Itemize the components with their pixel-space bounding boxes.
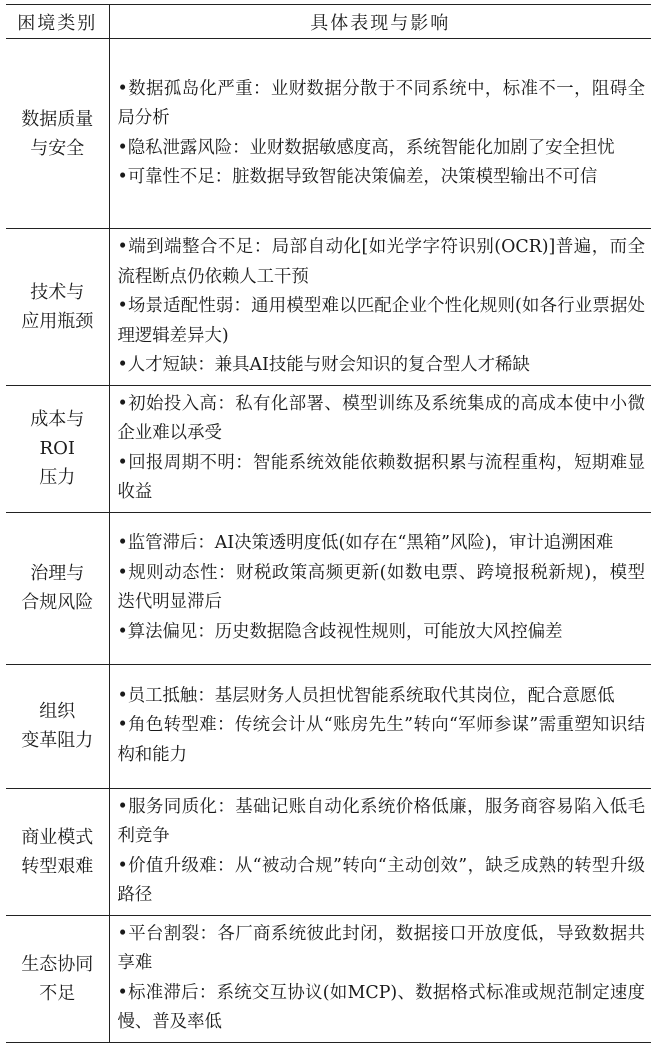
category-cell — [6, 39, 109, 229]
bullet-item: •算法偏见：历史数据隐含歧视性规则，可能放大风控偏差 — [117, 621, 563, 642]
category-line: 成本与 — [30, 409, 85, 430]
category-line: 不足 — [39, 982, 76, 1004]
category-line: ROI — [39, 438, 75, 459]
category-cell — [6, 385, 109, 512]
category-line: 治理与 — [30, 563, 85, 584]
category-line: 与安全 — [30, 137, 85, 159]
category-cell — [6, 512, 109, 664]
bullet-item: •可靠性不足：脏数据导致智能决策偏差，决策模型输出不可信 — [117, 167, 598, 187]
category-line: 组织 — [39, 701, 76, 722]
category-line: 商业模式 — [21, 826, 94, 848]
bullet-item: •隐私泄露风险：业财数据敏感度高，系统智能化加剧了安全担忧 — [117, 137, 615, 158]
challenge-table — [6, 4, 651, 1043]
description-cell — [109, 512, 651, 664]
bullet-item: •初始投入高：私有化部署、模型训练及系统集成的高成本使中小微企业难以承受 — [117, 393, 645, 443]
table-row — [6, 385, 651, 512]
description-cell — [109, 788, 651, 915]
bullet-item: •监管滞后：AI决策透明度低(如存在“黑箱”风险)，审计追溯困难 — [117, 533, 614, 553]
bullet-item: •平台割裂：各厂商系统彼此封闭，数据接口开放度低，导致数据共享难 — [117, 923, 645, 973]
description-cell — [109, 39, 651, 229]
bullet-item: •员工抵触：基层财务人员担忧智能系统取代其岗位，配合意愿低 — [117, 685, 615, 706]
table-row — [6, 788, 651, 915]
bullet-item: •场景适配性弱：通用模型难以匹配企业个性化规则(如各行业票据处理逻辑差异大) — [117, 296, 645, 346]
category-line: 应用瓶颈 — [21, 310, 94, 332]
bullet-item: •端到端整合不足：局部自动化[如光学字符识别(OCR)]普遍，而全流程断点仍依赖人工干预 — [117, 237, 645, 287]
header-category: 困境类别 — [6, 5, 109, 39]
category-line: 压力 — [39, 467, 76, 488]
table-row — [6, 915, 651, 1042]
header-description: 具体表现与影响 — [109, 5, 651, 39]
category-line: 生态协同 — [21, 953, 94, 975]
category-line: 转型艰难 — [21, 855, 94, 877]
table-header-row — [6, 5, 651, 39]
description-cell — [109, 664, 651, 788]
table-row — [6, 39, 651, 229]
table-row — [6, 512, 651, 664]
category-line: 合规风险 — [21, 592, 94, 613]
category-cell — [6, 664, 109, 788]
bullet-item: •服务同质化：基础记账自动化系统价格低廉，服务商容易陷入低毛利竞争 — [117, 796, 645, 846]
category-cell — [6, 915, 109, 1042]
description-cell — [109, 385, 651, 512]
category-line: 数据质量 — [21, 108, 94, 130]
category-cell — [6, 229, 109, 386]
category-cell — [6, 788, 109, 915]
bullet-item: •角色转型难：传统会计从“账房先生”转向“军师参谋”需重塑知识结构和能力 — [117, 715, 645, 765]
bullet-item: •回报周期不明：智能系统效能依赖数据积累与流程重构，短期难显收益 — [117, 452, 645, 502]
bullet-item: •数据孤岛化严重：业财数据分散于不同系统中，标准不一，阻碍全局分析 — [117, 78, 645, 128]
bullet-item: •价值升级难：从“被动合规”转向“主动创效”，缺乏成熟的转型升级路径 — [117, 855, 645, 905]
category-line: 变革阻力 — [21, 730, 94, 751]
description-cell — [109, 229, 651, 386]
table-row — [6, 664, 651, 788]
description-cell — [109, 915, 651, 1042]
bullet-item: •规则动态性：财税政策高频更新(如数电票、跨境报税新规)，模型迭代明显滞后 — [117, 562, 645, 612]
table-row — [6, 229, 651, 386]
bullet-item: •人才短缺：兼具AI技能与财会知识的复合型人才稀缺 — [117, 355, 530, 375]
category-line: 技术与 — [30, 281, 85, 303]
bullet-item: •标准滞后：系统交互协议(如MCP)、数据格式标准或规范制定速度慢、普及率低 — [117, 982, 645, 1032]
